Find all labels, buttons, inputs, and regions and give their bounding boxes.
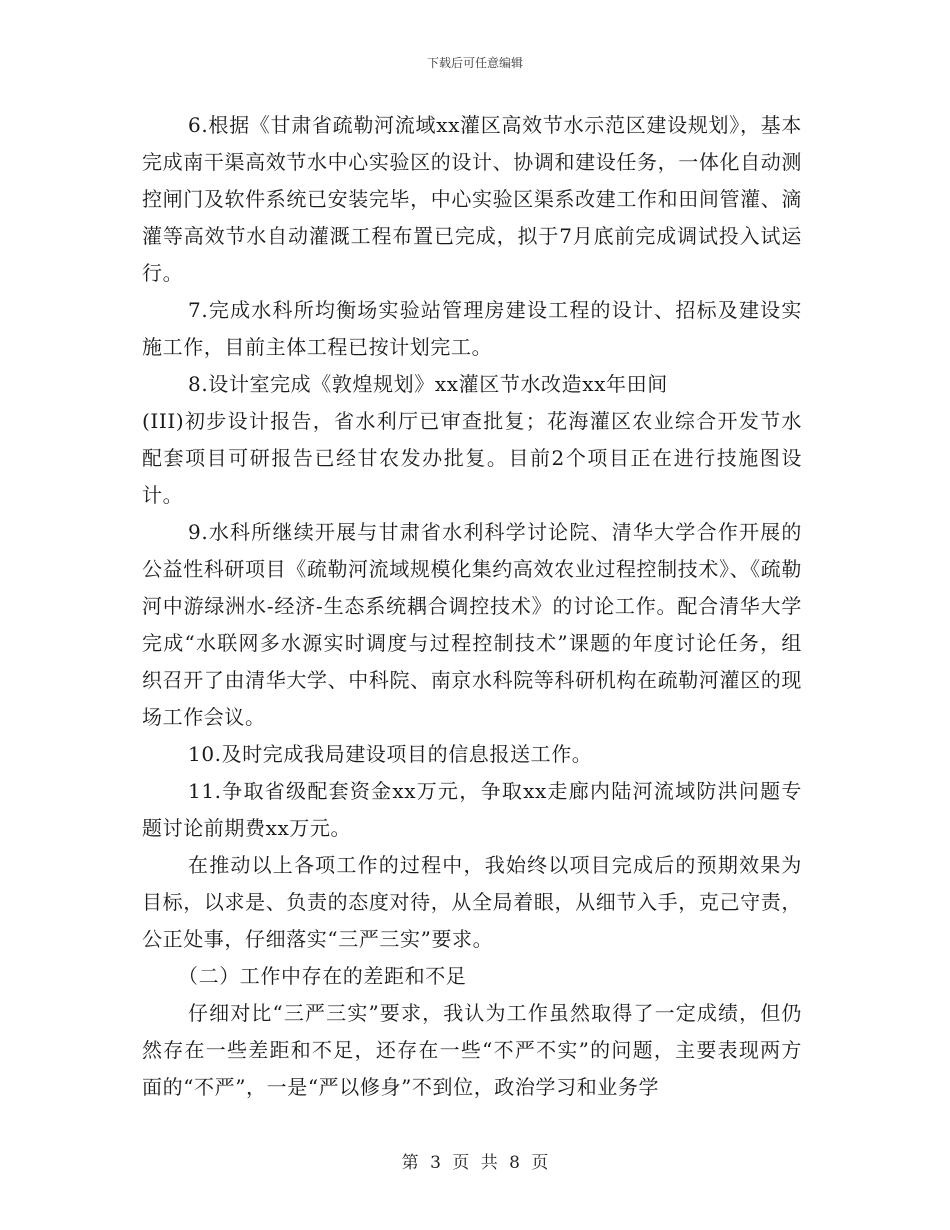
paragraph-item-7: 7.完成水科所均衡场实验站管理房建设工程的设计、招标及建设实施工作，目前主体工程已按计划完工。 [142, 298, 802, 359]
paragraph-shortcomings: 仔细对比“三严三实”要求，我认为工作虽然取得了一定成绩，但仍然存在一些差距和不足，还存在一些“不严不实”的问题，主要表现两方面的“不严”，一是“严以修身”不到位，政治学习和业务学 [142, 1001, 802, 1099]
paragraph-item-8: 8.设计室完成《敦煌规划》xx灌区节水改造xx年田间 [188, 372, 668, 396]
paragraph-summary: 在推动以上各项工作的过程中，我始终以项目完成后的预期效果为目标，以求是、负责的态度对待，从全局着眼，从细节入手，克己守责，公正处事，仔细落实“三严三实”要求。 [142, 853, 802, 951]
paragraph-item-6: 6.根据《甘肃省疏勒河流域xx灌区高效节水示范区建设规划》，基本完成南干渠高效节水中心实验区的设计、协调和建设任务，一体化自动测控闸门及软件系统已安装完毕，中心实验区渠系改建工作和田间管灌、滴灌等高效节水自动灌溉工程布置已完成，拟于7月底前完成调试投入试运行。 [142, 113, 802, 285]
section-heading: （二）工作中存在的差距和不足 [178, 964, 467, 988]
paragraph-item-11: 11.争取省级配套资金xx万元，争取xx走廊内陆河流域防洪问题专题讨论前期费xx万元。 [142, 779, 802, 840]
paragraph-item-10: 10.及时完成我局建设项目的信息报送工作。 [188, 742, 593, 766]
paragraph-item-8-continued: (III)初步设计报告，省水利厅已审查批复；花海灌区农业综合开发节水配套项目可研报告已经甘农发办批复。目前2个项目正在进行技施图设计。 [142, 409, 802, 507]
document-body [142, 107, 802, 1106]
paragraph-item-9: 9.水科所继续开展与甘肃省水利科学讨论院、清华大学合作开展的公益性科研项目《疏勒河流域规模化集约高效农业过程控制技术》、《疏勒河中游绿洲水-经济-生态系统耦合调控技术》的讨论工作。配合清华大学完成“水联网多水源实时调度与过程控制技术”课题的年度讨论任务，组织召开了由清华大学、中科院、南京水科院等科研机构在疏勒河灌区的现场工作会议。 [142, 520, 802, 729]
page-header-note: 下载后可任意编辑 [426, 56, 523, 70]
page-number-footer: 第 3 页 共 8 页 [401, 1153, 549, 1173]
